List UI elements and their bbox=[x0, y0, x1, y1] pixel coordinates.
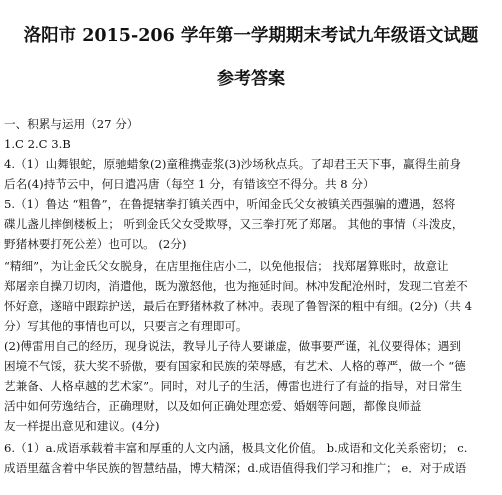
answer-line: 成语里蕴含着中华民族的智慧结晶，博大精深；d.成语值得我们学习和推广； e．对于成语 bbox=[4, 461, 467, 475]
answer-line: 5.（1）鲁达 “粗鲁”，在鲁提辖拳打镇关西中，听闻金氏父女被镇关西强骗的遭遇，怒将 bbox=[4, 197, 456, 211]
answer-line: 艺兼备、人格卓越的艺术家”。同时，对儿子的生活，傅雷也进行了有益的指导，对日常生 bbox=[4, 379, 463, 393]
answer-line: 怀好意，遂暗中跟踪护送，最后在野猪林救了林冲。表现了鲁智深的粗中有细。(2分)（共 4 bbox=[4, 299, 473, 313]
answer-line: 6.（1）a.成语承载着丰富和厚重的人文内涵，极具文化价值。 b.成语和文化关系密切； c. bbox=[4, 441, 468, 455]
answer-line: 野猪林要打死公差）也可以。 (2分) bbox=[4, 237, 187, 251]
answer-line: 1.C 2.C 3.B bbox=[4, 137, 71, 151]
answer-line: 困境不气馁，获大奖不骄傲，要有国家和民族的荣辱感，有艺术、人格的尊严，做一个 “德 bbox=[4, 359, 466, 373]
answer-line: 活中如何劳逸结合，正确理财，以及如何正确处理恋爱、婚姻等问题，都像良师益 bbox=[4, 399, 422, 413]
answer-line: “精细”，为让金氏父女脱身，在店里拖住店小二，以免他报信； 找郑屠算账时，故意让 bbox=[4, 259, 449, 273]
answer-line: 4.（1）山舞银蛇，原驰蜡象(2)童稚携壶浆(3)沙场秋点兵。了却君王天下事，赢得生前身 bbox=[4, 157, 462, 171]
answer-line: 友一样提出意见和建议。(4分) bbox=[4, 419, 160, 433]
document-title: 洛阳市 2015-206 学年第一学期期末考试九年级语文试题 bbox=[23, 26, 479, 46]
answer-line: 郑屠亲自操刀切肉，消遣他，既为激怒他，也为拖延时间。林冲发配沧州时，发现二官差不 bbox=[4, 279, 468, 293]
answer-line: 碟儿盏儿摔倒楼板上； 听到金氏父女受欺辱，又三拳打死了郑屠。 其他的事情（斗泼皮， bbox=[4, 217, 464, 231]
section-heading: 一、积累与运用（27 分） bbox=[4, 117, 139, 131]
answer-line: (2)傅雷用自己的经历，现身说法，教导儿子待人要谦虚，做事要严谨，礼仪要得体；遇到 bbox=[4, 339, 461, 353]
answer-line: 后名(4)持节云中，何日遣冯唐（每空 1 分，有错该空不得分。共 8 分） bbox=[4, 177, 375, 191]
document-subtitle: 参考答案 bbox=[217, 69, 285, 89]
answer-line: 分）写其他的事情也可以，只要言之有理即可。 bbox=[4, 319, 248, 333]
